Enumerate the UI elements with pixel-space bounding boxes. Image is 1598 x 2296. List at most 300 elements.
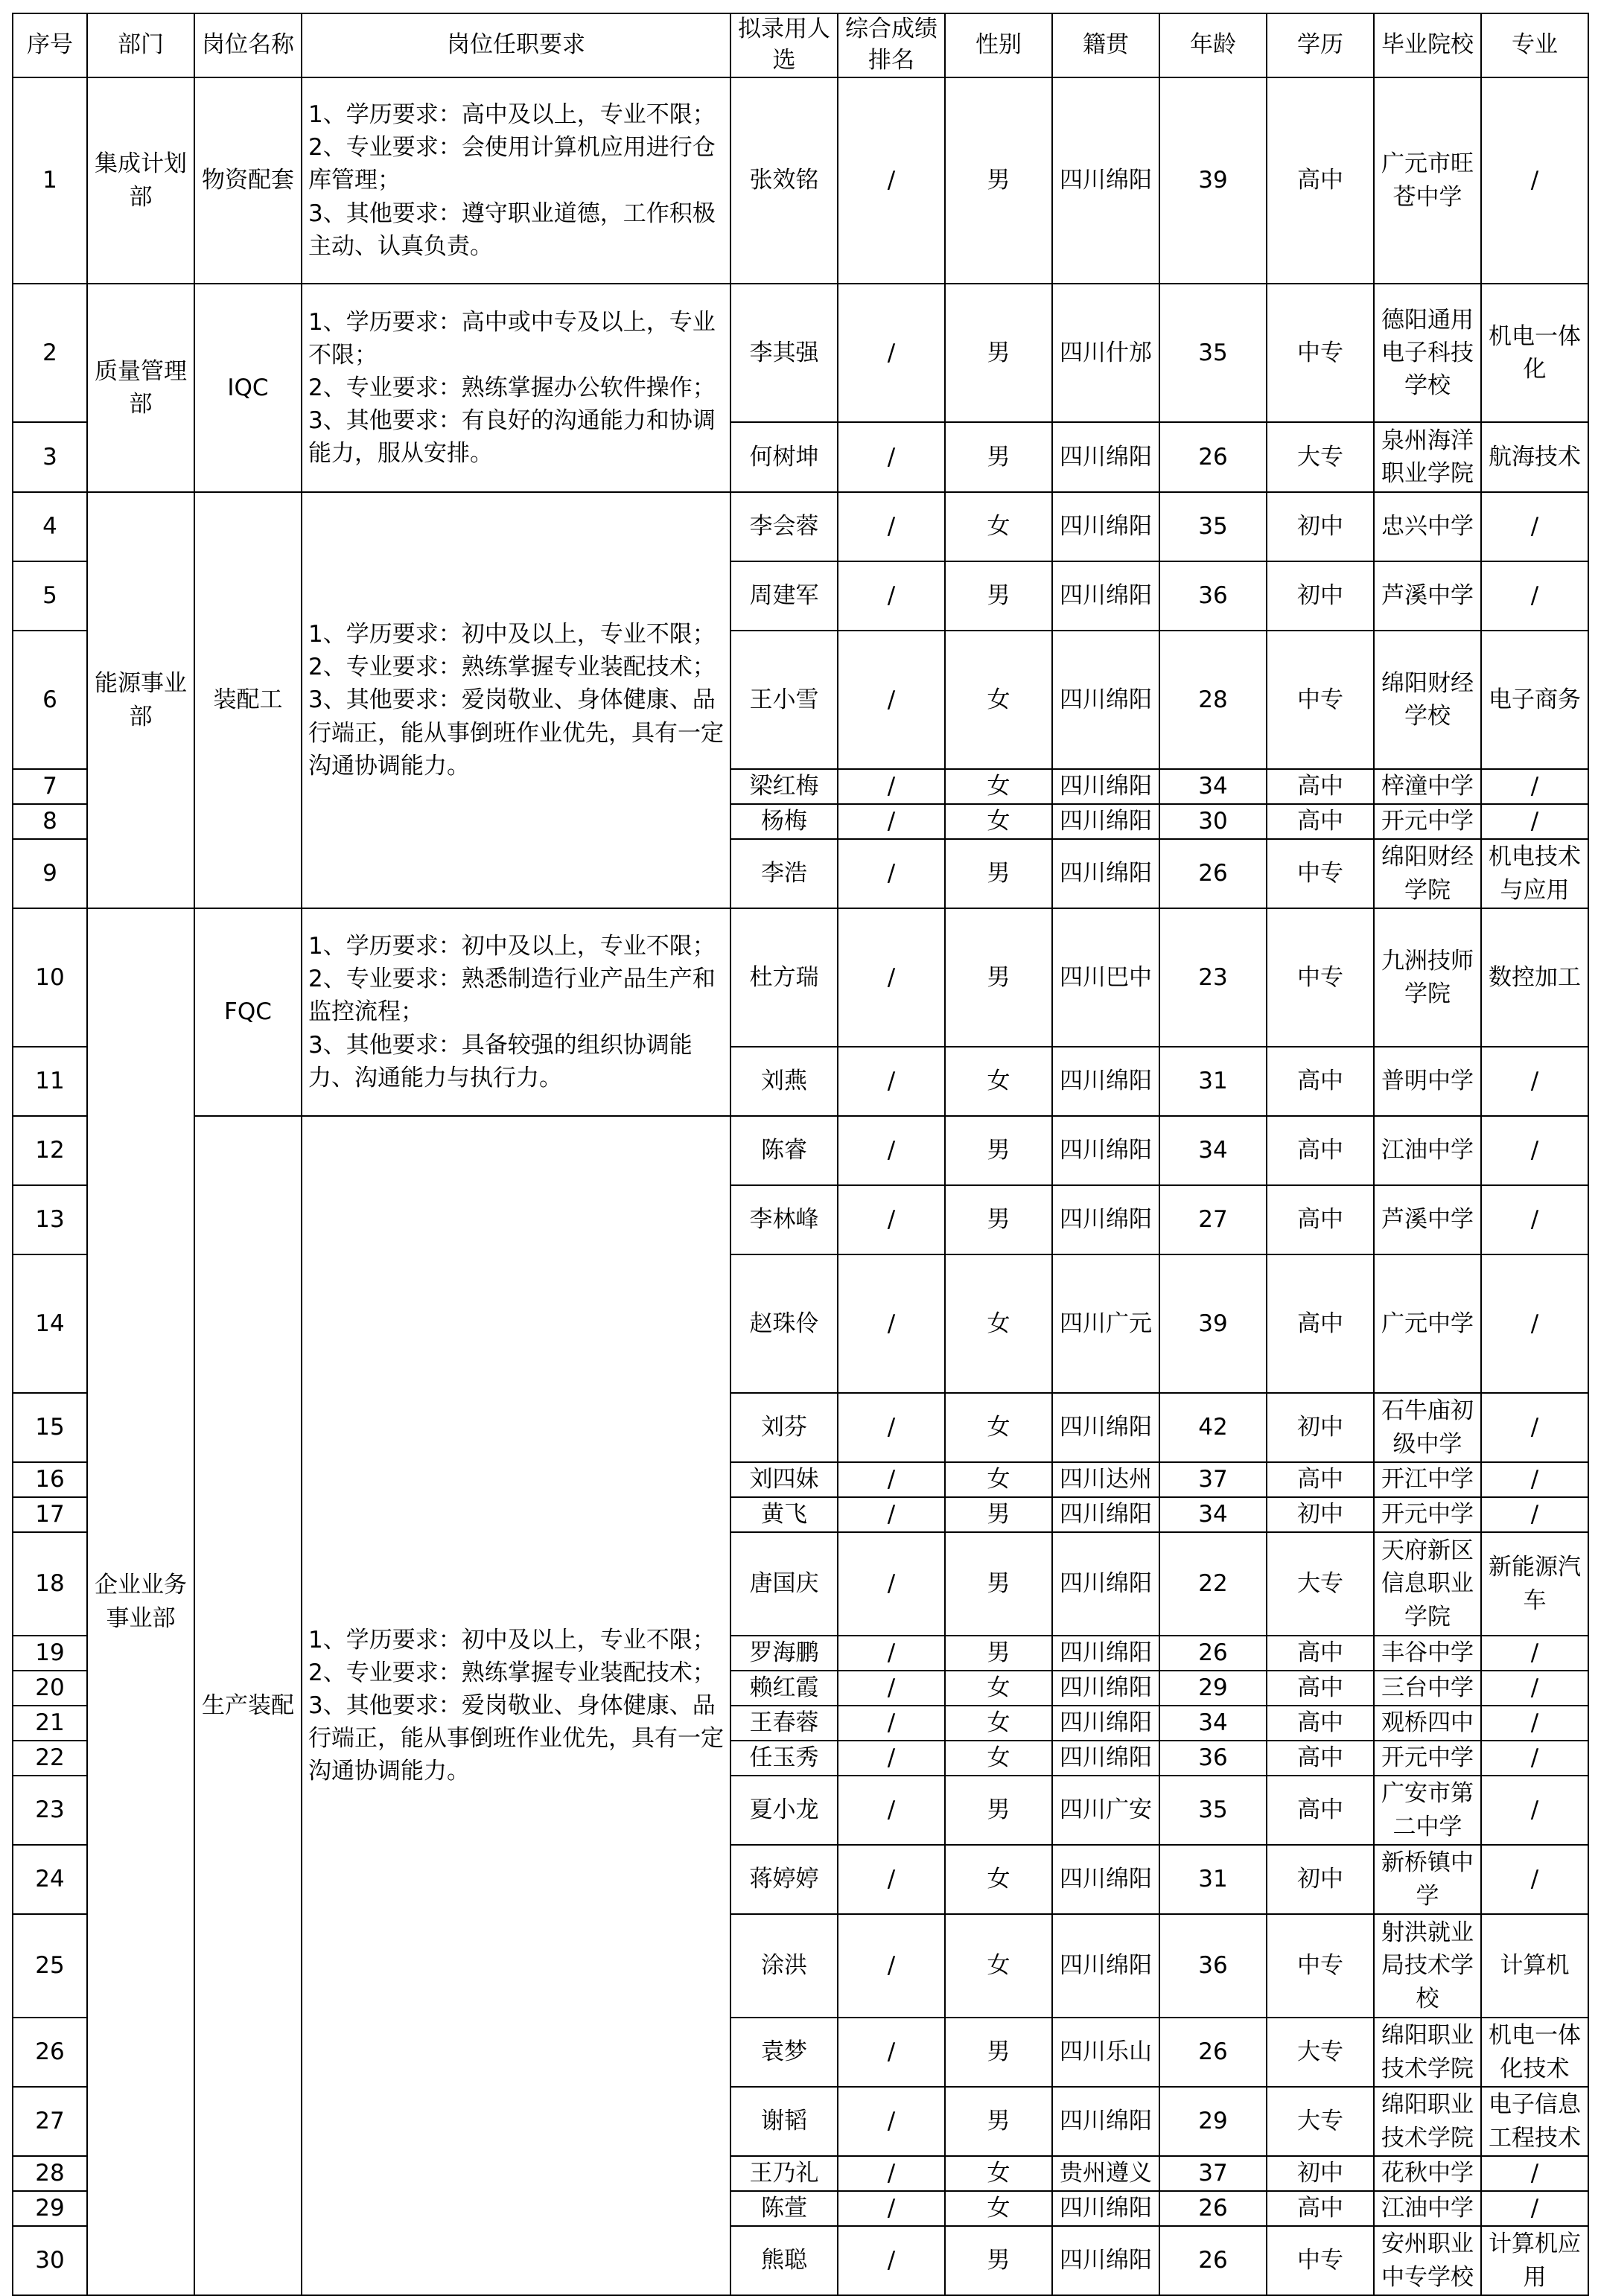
age: 22	[1159, 1532, 1267, 1636]
major: 计算机	[1481, 1914, 1588, 2018]
school: 绵阳财经学院	[1374, 839, 1481, 908]
school: 开江中学	[1374, 1462, 1481, 1497]
major: /	[1481, 2156, 1588, 2191]
gender: 男	[945, 1185, 1052, 1254]
header-ranking: 综合成绩排名	[838, 13, 945, 77]
ranking: /	[838, 1671, 945, 1706]
major: 机电技术与应用	[1481, 839, 1588, 908]
major: 电子商务	[1481, 631, 1588, 769]
major: /	[1481, 1776, 1588, 1845]
candidate-name: 赖红霞	[730, 1671, 838, 1706]
gender: 女	[945, 631, 1052, 769]
native-place: 四川巴中	[1052, 908, 1159, 1047]
education: 高中	[1267, 1776, 1374, 1845]
school: 天府新区信息职业学院	[1374, 1532, 1481, 1636]
school: 普明中学	[1374, 1047, 1481, 1116]
education: 高中	[1267, 1741, 1374, 1776]
ranking: /	[838, 1393, 945, 1462]
age: 36	[1159, 1914, 1267, 2018]
native-place: 四川广安	[1052, 1776, 1159, 1845]
native-place: 四川绵阳	[1052, 769, 1159, 804]
age: 39	[1159, 1254, 1267, 1393]
candidate-name: 陈睿	[730, 1116, 838, 1185]
school: 三台中学	[1374, 1671, 1481, 1706]
gender: 男	[945, 1776, 1052, 1845]
gender: 女	[945, 1671, 1052, 1706]
candidate-name: 李浩	[730, 839, 838, 908]
education: 高中	[1267, 1116, 1374, 1185]
gender: 女	[945, 804, 1052, 839]
row-index: 11	[13, 1047, 87, 1116]
school: 江油中学	[1374, 1116, 1481, 1185]
requirement-line: 1、学历要求：高中及以上，专业不限；	[308, 101, 716, 129]
major: /	[1481, 1116, 1588, 1185]
requirements-cell	[302, 284, 730, 492]
gender: 女	[945, 1254, 1052, 1393]
position-name-cell: 物资配套	[194, 77, 302, 284]
native-place: 四川绵阳	[1052, 1706, 1159, 1741]
candidate-name: 王小雪	[730, 631, 838, 769]
row-index: 19	[13, 1636, 87, 1671]
education: 高中	[1267, 1671, 1374, 1706]
row-index: 25	[13, 1914, 87, 2018]
major: /	[1481, 1497, 1588, 1532]
school: 射洪就业局技术学校	[1374, 1914, 1481, 2018]
requirement-line: 1、学历要求：初中及以上，专业不限；	[308, 933, 716, 960]
major: 新能源汽车	[1481, 1532, 1588, 1636]
requirement-line: 2、专业要求：熟练掌握专业装配技术；	[308, 654, 716, 681]
age: 37	[1159, 2156, 1267, 2191]
education: 高中	[1267, 1185, 1374, 1254]
age: 37	[1159, 1462, 1267, 1497]
age: 34	[1159, 1497, 1267, 1532]
education: 大专	[1267, 422, 1374, 492]
candidate-name: 夏小龙	[730, 1776, 838, 1845]
candidate-name: 罗海鹏	[730, 1636, 838, 1671]
header-gender: 性别	[945, 13, 1052, 77]
row-index: 20	[13, 1671, 87, 1706]
candidate-name: 任玉秀	[730, 1741, 838, 1776]
school: 忠兴中学	[1374, 492, 1481, 561]
native-place: 四川绵阳	[1052, 1393, 1159, 1462]
header-major: 专业	[1481, 13, 1588, 77]
header-native-place: 籍贯	[1052, 13, 1159, 77]
row-index: 14	[13, 1254, 87, 1393]
school: 江油中学	[1374, 2191, 1481, 2226]
table-row	[13, 77, 1588, 284]
education: 高中	[1267, 1706, 1374, 1741]
education: 初中	[1267, 1393, 1374, 1462]
gender: 女	[945, 1845, 1052, 1914]
row-index: 21	[13, 1706, 87, 1741]
ranking: /	[838, 1741, 945, 1776]
gender: 男	[945, 1497, 1052, 1532]
gender: 男	[945, 839, 1052, 908]
requirement-line: 2、专业要求：熟练掌握专业装配技术；	[308, 1659, 716, 1686]
ranking: /	[838, 631, 945, 769]
table-row	[13, 492, 1588, 561]
row-index: 17	[13, 1497, 87, 1532]
row-index: 2	[13, 284, 87, 422]
row-index: 3	[13, 422, 87, 492]
row-index: 22	[13, 1741, 87, 1776]
row-index: 9	[13, 839, 87, 908]
native-place: 四川绵阳	[1052, 1116, 1159, 1185]
ranking: /	[838, 2226, 945, 2295]
row-index: 23	[13, 1776, 87, 1845]
native-place: 四川绵阳	[1052, 804, 1159, 839]
ranking: /	[838, 492, 945, 561]
native-place: 四川绵阳	[1052, 631, 1159, 769]
candidate-name: 王乃礼	[730, 2156, 838, 2191]
native-place: 四川绵阳	[1052, 1845, 1159, 1914]
age: 39	[1159, 77, 1267, 284]
ranking: /	[838, 561, 945, 631]
school: 绵阳职业技术学院	[1374, 2018, 1481, 2087]
ranking: /	[838, 1047, 945, 1116]
age: 26	[1159, 2226, 1267, 2295]
candidate-name: 刘芬	[730, 1393, 838, 1462]
education: 中专	[1267, 631, 1374, 769]
row-index: 4	[13, 492, 87, 561]
requirement-line: 1、学历要求：初中及以上，专业不限；	[308, 621, 716, 648]
school: 芦溪中学	[1374, 1185, 1481, 1254]
requirement-line: 2、专业要求：熟悉制造行业产品生产和监控流程；	[308, 966, 716, 1026]
row-index: 30	[13, 2226, 87, 2295]
education: 初中	[1267, 2156, 1374, 2191]
row-index: 18	[13, 1532, 87, 1636]
major: /	[1481, 1047, 1588, 1116]
candidate-name: 唐国庆	[730, 1532, 838, 1636]
ranking: /	[838, 2087, 945, 2156]
major: /	[1481, 1636, 1588, 1671]
header-age: 年龄	[1159, 13, 1267, 77]
candidate-name: 熊聪	[730, 2226, 838, 2295]
gender: 女	[945, 1914, 1052, 2018]
ranking: /	[838, 1462, 945, 1497]
age: 36	[1159, 1741, 1267, 1776]
major: /	[1481, 1254, 1588, 1393]
department-cell: 集成计划部	[87, 77, 194, 284]
row-index: 13	[13, 1185, 87, 1254]
education: 大专	[1267, 2018, 1374, 2087]
table-row	[13, 1116, 1588, 1185]
candidate-name: 李会蓉	[730, 492, 838, 561]
age: 31	[1159, 1845, 1267, 1914]
education: 大专	[1267, 1532, 1374, 1636]
row-index: 12	[13, 1116, 87, 1185]
gender: 女	[945, 1741, 1052, 1776]
education: 大专	[1267, 2087, 1374, 2156]
native-place: 四川绵阳	[1052, 561, 1159, 631]
gender: 男	[945, 2018, 1052, 2087]
candidate-name: 陈萱	[730, 2191, 838, 2226]
native-place: 四川绵阳	[1052, 1671, 1159, 1706]
table-body	[13, 77, 1588, 2295]
gender: 女	[945, 1462, 1052, 1497]
major: 机电一体化技术	[1481, 2018, 1588, 2087]
row-index: 26	[13, 2018, 87, 2087]
school: 安州职业中专学校	[1374, 2226, 1481, 2295]
native-place: 四川绵阳	[1052, 422, 1159, 492]
row-index: 27	[13, 2087, 87, 2156]
education: 初中	[1267, 1845, 1374, 1914]
header-department: 部门	[87, 13, 194, 77]
row-index: 7	[13, 769, 87, 804]
ranking: /	[838, 1706, 945, 1741]
ranking: /	[838, 804, 945, 839]
candidate-name: 刘燕	[730, 1047, 838, 1116]
education: 高中	[1267, 804, 1374, 839]
major: /	[1481, 1706, 1588, 1741]
major: /	[1481, 561, 1588, 631]
gender: 女	[945, 1706, 1052, 1741]
school: 芦溪中学	[1374, 561, 1481, 631]
table-row	[13, 284, 1588, 422]
candidate-name: 赵珠伶	[730, 1254, 838, 1393]
requirement-line: 3、其他要求：有良好的沟通能力和协调能力，服从安排。	[308, 407, 716, 468]
school: 广元市旺苍中学	[1374, 77, 1481, 284]
department-cell: 企业业务事业部	[87, 908, 194, 2295]
major: 航海技术	[1481, 422, 1588, 492]
native-place: 四川绵阳	[1052, 2087, 1159, 2156]
ranking: /	[838, 1254, 945, 1393]
department-cell: 能源事业部	[87, 492, 194, 908]
major: /	[1481, 77, 1588, 284]
school: 广元中学	[1374, 1254, 1481, 1393]
age: 35	[1159, 284, 1267, 422]
ranking: /	[838, 1497, 945, 1532]
school: 绵阳职业技术学院	[1374, 2087, 1481, 2156]
candidate-name: 刘四妹	[730, 1462, 838, 1497]
ranking: /	[838, 1776, 945, 1845]
age: 26	[1159, 839, 1267, 908]
age: 34	[1159, 1706, 1267, 1741]
native-place: 四川绵阳	[1052, 2191, 1159, 2226]
native-place: 四川绵阳	[1052, 839, 1159, 908]
requirement-line: 3、其他要求：爱岗敬业、身体健康、品行端正，能从事倒班作业优先，具有一定沟通协调能力。	[308, 1691, 724, 1785]
major: 电子信息工程技术	[1481, 2087, 1588, 2156]
school: 绵阳财经学校	[1374, 631, 1481, 769]
age: 31	[1159, 1047, 1267, 1116]
major: /	[1481, 769, 1588, 804]
native-place: 四川绵阳	[1052, 1636, 1159, 1671]
school: 石牛庙初级中学	[1374, 1393, 1481, 1462]
native-place: 四川绵阳	[1052, 492, 1159, 561]
header-row	[13, 13, 1588, 77]
ranking: /	[838, 1532, 945, 1636]
gender: 男	[945, 284, 1052, 422]
age: 27	[1159, 1185, 1267, 1254]
candidate-name: 李其强	[730, 284, 838, 422]
major: /	[1481, 2191, 1588, 2226]
requirements-cell	[302, 908, 730, 1116]
requirement-line: 1、学历要求：高中或中专及以上，专业不限；	[308, 308, 716, 369]
requirement-line: 3、其他要求：具备较强的组织协调能力、沟通能力与执行力。	[308, 1031, 693, 1091]
gender: 男	[945, 1532, 1052, 1636]
row-index: 10	[13, 908, 87, 1047]
age: 23	[1159, 908, 1267, 1047]
requirement-line: 3、其他要求：遵守职业道德，工作积极主动、认真负责。	[308, 200, 716, 260]
ranking: /	[838, 908, 945, 1047]
school: 开元中学	[1374, 1741, 1481, 1776]
row-index: 6	[13, 631, 87, 769]
gender: 男	[945, 908, 1052, 1047]
school: 丰谷中学	[1374, 1636, 1481, 1671]
requirement-line: 2、专业要求：熟练掌握办公软件操作；	[308, 374, 716, 401]
age: 35	[1159, 1776, 1267, 1845]
major: 计算机应用	[1481, 2226, 1588, 2295]
header-school: 毕业院校	[1374, 13, 1481, 77]
education: 高中	[1267, 77, 1374, 284]
age: 29	[1159, 2087, 1267, 2156]
requirements-cell	[302, 1116, 730, 2295]
candidate-name: 杜方瑞	[730, 908, 838, 1047]
ranking: /	[838, 839, 945, 908]
candidate-name: 李林峰	[730, 1185, 838, 1254]
school: 梓潼中学	[1374, 769, 1481, 804]
major: /	[1481, 1462, 1588, 1497]
candidate-name: 张效铭	[730, 77, 838, 284]
major: /	[1481, 804, 1588, 839]
gender: 女	[945, 2156, 1052, 2191]
native-place: 四川什邡	[1052, 284, 1159, 422]
header-index: 序号	[13, 13, 87, 77]
age: 29	[1159, 1671, 1267, 1706]
age: 34	[1159, 769, 1267, 804]
requirement-line: 3、其他要求：爱岗敬业、身体健康、品行端正，能从事倒班作业优先，具有一定沟通协调能力。	[308, 686, 724, 779]
major: 机电一体化	[1481, 284, 1588, 422]
gender: 女	[945, 769, 1052, 804]
age: 34	[1159, 1116, 1267, 1185]
gender: 男	[945, 2087, 1052, 2156]
header-education: 学历	[1267, 13, 1374, 77]
row-index: 24	[13, 1845, 87, 1914]
native-place: 四川绵阳	[1052, 1914, 1159, 2018]
candidate-name: 袁梦	[730, 2018, 838, 2087]
education: 中专	[1267, 839, 1374, 908]
school: 新桥镇中学	[1374, 1845, 1481, 1914]
school: 花秋中学	[1374, 2156, 1481, 2191]
education: 中专	[1267, 284, 1374, 422]
header-position: 岗位名称	[194, 13, 302, 77]
major: /	[1481, 1185, 1588, 1254]
ranking: /	[838, 2191, 945, 2226]
candidate-name: 周建军	[730, 561, 838, 631]
age: 26	[1159, 2191, 1267, 2226]
header-requirements: 岗位任职要求	[302, 13, 730, 77]
ranking: /	[838, 1845, 945, 1914]
education: 高中	[1267, 1462, 1374, 1497]
school: 九洲技师学院	[1374, 908, 1481, 1047]
gender: 女	[945, 1047, 1052, 1116]
major: /	[1481, 1845, 1588, 1914]
row-index: 28	[13, 2156, 87, 2191]
ranking: /	[838, 1185, 945, 1254]
education: 中专	[1267, 908, 1374, 1047]
candidate-name: 梁红梅	[730, 769, 838, 804]
candidate-name: 谢韬	[730, 2087, 838, 2156]
education: 初中	[1267, 561, 1374, 631]
native-place: 贵州遵义	[1052, 2156, 1159, 2191]
ranking: /	[838, 1914, 945, 2018]
position-name-cell: IQC	[194, 284, 302, 492]
native-place: 四川绵阳	[1052, 1497, 1159, 1532]
requirement-line: 2、专业要求：会使用计算机应用进行仓库管理；	[308, 134, 716, 194]
candidate-name: 王春蓉	[730, 1706, 838, 1741]
gender: 男	[945, 2226, 1052, 2295]
row-index: 15	[13, 1393, 87, 1462]
gender: 男	[945, 77, 1052, 284]
native-place: 四川绵阳	[1052, 1741, 1159, 1776]
row-index: 29	[13, 2191, 87, 2226]
candidate-name: 蒋婷婷	[730, 1845, 838, 1914]
age: 35	[1159, 492, 1267, 561]
age: 36	[1159, 561, 1267, 631]
row-index: 5	[13, 561, 87, 631]
department-cell: 质量管理部	[87, 284, 194, 492]
school: 泉州海洋职业学院	[1374, 422, 1481, 492]
age: 28	[1159, 631, 1267, 769]
education: 中专	[1267, 2226, 1374, 2295]
major: /	[1481, 1393, 1588, 1462]
recruitment-table	[12, 13, 1589, 2296]
school: 观桥四中	[1374, 1706, 1481, 1741]
requirement-line: 1、学历要求：初中及以上，专业不限；	[308, 1626, 716, 1654]
candidate-name: 杨梅	[730, 804, 838, 839]
ranking: /	[838, 1116, 945, 1185]
row-index: 1	[13, 77, 87, 284]
age: 30	[1159, 804, 1267, 839]
education: 高中	[1267, 769, 1374, 804]
native-place: 四川乐山	[1052, 2018, 1159, 2087]
ranking: /	[838, 769, 945, 804]
school: 开元中学	[1374, 1497, 1481, 1532]
native-place: 四川绵阳	[1052, 2226, 1159, 2295]
native-place: 四川绵阳	[1052, 1047, 1159, 1116]
position-name-cell: FQC	[194, 908, 302, 1116]
age: 26	[1159, 422, 1267, 492]
ranking: /	[838, 1636, 945, 1671]
candidate-name: 涂洪	[730, 1914, 838, 2018]
native-place: 四川广元	[1052, 1254, 1159, 1393]
major: 数控加工	[1481, 908, 1588, 1047]
education: 初中	[1267, 1497, 1374, 1532]
table-row	[13, 908, 1588, 1047]
gender: 男	[945, 1116, 1052, 1185]
requirements-cell	[302, 492, 730, 908]
native-place: 四川达州	[1052, 1462, 1159, 1497]
school: 德阳通用电子科技学校	[1374, 284, 1481, 422]
ranking: /	[838, 2156, 945, 2191]
native-place: 四川绵阳	[1052, 1185, 1159, 1254]
ranking: /	[838, 422, 945, 492]
education: 高中	[1267, 2191, 1374, 2226]
education: 高中	[1267, 1047, 1374, 1116]
gender: 女	[945, 1393, 1052, 1462]
education: 高中	[1267, 1254, 1374, 1393]
position-name-cell: 装配工	[194, 492, 302, 908]
gender: 男	[945, 1636, 1052, 1671]
age: 42	[1159, 1393, 1267, 1462]
header-candidate: 拟录用人选	[730, 13, 838, 77]
row-index: 8	[13, 804, 87, 839]
gender: 男	[945, 422, 1052, 492]
gender: 男	[945, 561, 1052, 631]
school: 开元中学	[1374, 804, 1481, 839]
requirements-cell	[302, 77, 730, 284]
age: 26	[1159, 2018, 1267, 2087]
